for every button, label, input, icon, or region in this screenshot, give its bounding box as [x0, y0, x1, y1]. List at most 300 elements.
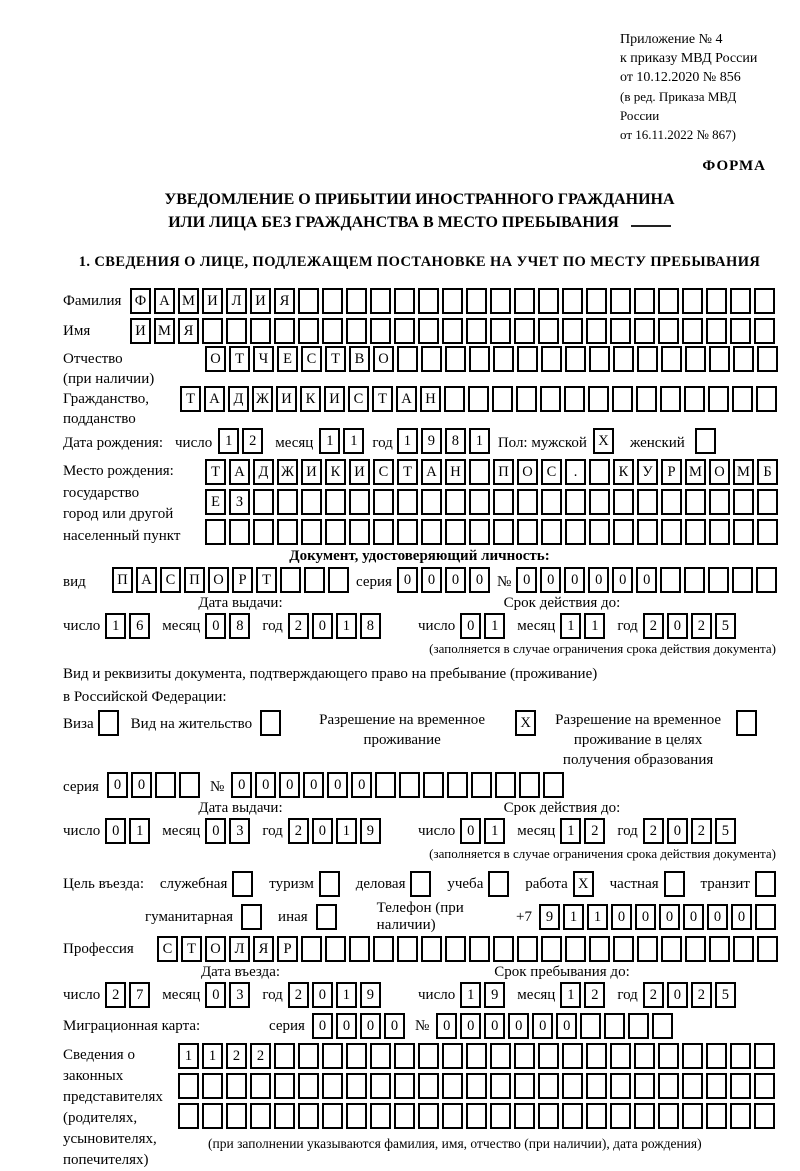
char-cell[interactable] — [397, 519, 418, 545]
char-cell[interactable]: В — [349, 346, 370, 372]
char-cell[interactable] — [492, 386, 513, 412]
char-cell[interactable] — [469, 459, 490, 485]
char-cell[interactable]: М — [733, 459, 754, 485]
char-cell[interactable]: 0 — [205, 982, 226, 1008]
char-cell[interactable]: 9 — [360, 982, 381, 1008]
char-cell[interactable]: 0 — [107, 772, 128, 798]
char-cell[interactable] — [322, 1073, 343, 1099]
char-cell[interactable] — [178, 1103, 199, 1129]
char-cell[interactable] — [589, 459, 610, 485]
char-cell[interactable] — [375, 772, 396, 798]
char-cell[interactable] — [253, 519, 274, 545]
char-cell[interactable]: 0 — [683, 904, 704, 930]
char-cell[interactable] — [685, 346, 706, 372]
char-cell[interactable]: Н — [445, 459, 466, 485]
char-cell[interactable] — [706, 1073, 727, 1099]
char-cell[interactable]: 2 — [226, 1043, 247, 1069]
char-cell[interactable]: 1 — [460, 982, 481, 1008]
char-cell[interactable] — [322, 1103, 343, 1129]
char-cell[interactable]: 0 — [667, 818, 688, 844]
char-cell[interactable]: 1 — [397, 428, 418, 454]
char-cell[interactable] — [519, 772, 540, 798]
char-cell[interactable] — [253, 489, 274, 515]
char-cell[interactable] — [274, 318, 295, 344]
char-cell[interactable] — [469, 346, 490, 372]
char-cell[interactable] — [349, 519, 370, 545]
char-cell[interactable] — [517, 489, 538, 515]
char-cell[interactable]: Т — [229, 346, 250, 372]
char-cell[interactable]: 0 — [508, 1013, 529, 1039]
char-cell[interactable] — [514, 1043, 535, 1069]
char-cell[interactable] — [226, 318, 247, 344]
char-cell[interactable] — [250, 1103, 271, 1129]
char-cell[interactable]: 0 — [667, 982, 688, 1008]
char-cell[interactable] — [684, 386, 705, 412]
char-cell[interactable] — [298, 1073, 319, 1099]
char-cell[interactable] — [229, 519, 250, 545]
char-cell[interactable] — [514, 1103, 535, 1129]
char-cell[interactable]: Д — [253, 459, 274, 485]
char-cell[interactable]: Я — [253, 936, 274, 962]
char-cell[interactable] — [562, 288, 583, 314]
char-cell[interactable]: 0 — [460, 613, 481, 639]
char-cell[interactable]: К — [325, 459, 346, 485]
char-cell[interactable] — [730, 1103, 751, 1129]
char-cell[interactable]: З — [229, 489, 250, 515]
char-cell[interactable] — [325, 489, 346, 515]
char-cell[interactable]: 8 — [445, 428, 466, 454]
char-cell[interactable]: 0 — [635, 904, 656, 930]
char-cell[interactable]: 2 — [691, 982, 712, 1008]
char-cell[interactable] — [226, 1073, 247, 1099]
char-cell[interactable]: М — [685, 459, 706, 485]
char-cell[interactable]: 0 — [484, 1013, 505, 1039]
char-cell[interactable]: Т — [372, 386, 393, 412]
char-cell[interactable] — [695, 428, 716, 454]
char-cell[interactable] — [610, 1103, 631, 1129]
char-cell[interactable]: 2 — [643, 982, 664, 1008]
char-cell[interactable] — [610, 1073, 631, 1099]
char-cell[interactable] — [517, 936, 538, 962]
char-cell[interactable]: Ж — [277, 459, 298, 485]
char-cell[interactable]: Т — [180, 386, 201, 412]
char-cell[interactable] — [346, 318, 367, 344]
char-cell[interactable]: М — [178, 288, 199, 314]
char-cell[interactable] — [634, 1103, 655, 1129]
char-cell[interactable] — [538, 1103, 559, 1129]
char-cell[interactable] — [562, 1073, 583, 1099]
char-cell[interactable] — [538, 288, 559, 314]
char-cell[interactable] — [226, 1103, 247, 1129]
char-cell[interactable]: 0 — [460, 1013, 481, 1039]
char-cell[interactable]: С — [348, 386, 369, 412]
char-cell[interactable] — [394, 288, 415, 314]
char-cell[interactable] — [421, 936, 442, 962]
char-cell[interactable] — [298, 1103, 319, 1129]
char-cell[interactable]: Т — [325, 346, 346, 372]
char-cell[interactable]: 8 — [229, 613, 250, 639]
char-cell[interactable]: 0 — [731, 904, 752, 930]
char-cell[interactable] — [658, 1073, 679, 1099]
char-cell[interactable]: 0 — [611, 904, 632, 930]
char-cell[interactable]: 0 — [397, 567, 418, 593]
char-cell[interactable]: И — [130, 318, 151, 344]
char-cell[interactable] — [397, 489, 418, 515]
char-cell[interactable] — [652, 1013, 673, 1039]
char-cell[interactable] — [682, 1043, 703, 1069]
char-cell[interactable] — [277, 519, 298, 545]
char-cell[interactable]: 1 — [178, 1043, 199, 1069]
char-cell[interactable]: 0 — [667, 613, 688, 639]
char-cell[interactable] — [370, 1103, 391, 1129]
char-cell[interactable]: К — [300, 386, 321, 412]
char-cell[interactable]: . — [565, 459, 586, 485]
char-cell[interactable] — [322, 1043, 343, 1069]
char-cell[interactable] — [708, 386, 729, 412]
char-cell[interactable] — [421, 346, 442, 372]
char-cell[interactable] — [589, 489, 610, 515]
char-cell[interactable]: 0 — [303, 772, 324, 798]
char-cell[interactable]: 0 — [707, 904, 728, 930]
char-cell[interactable]: П — [112, 567, 133, 593]
char-cell[interactable] — [399, 772, 420, 798]
char-cell[interactable]: Д — [228, 386, 249, 412]
char-cell[interactable] — [538, 1043, 559, 1069]
char-cell[interactable] — [394, 1103, 415, 1129]
char-cell[interactable]: Б — [757, 459, 778, 485]
char-cell[interactable] — [685, 936, 706, 962]
char-cell[interactable]: А — [421, 459, 442, 485]
char-cell[interactable] — [471, 772, 492, 798]
char-cell[interactable]: Ч — [253, 346, 274, 372]
char-cell[interactable] — [517, 519, 538, 545]
char-cell[interactable] — [562, 1103, 583, 1129]
char-cell[interactable] — [493, 936, 514, 962]
char-cell[interactable] — [757, 519, 778, 545]
char-cell[interactable] — [589, 519, 610, 545]
char-cell[interactable] — [564, 386, 585, 412]
char-cell[interactable] — [613, 489, 634, 515]
char-cell[interactable] — [304, 567, 325, 593]
char-cell[interactable]: 2 — [584, 818, 605, 844]
char-cell[interactable]: X — [515, 710, 536, 736]
char-cell[interactable] — [562, 1043, 583, 1069]
char-cell[interactable] — [280, 567, 301, 593]
char-cell[interactable]: К — [613, 459, 634, 485]
char-cell[interactable] — [541, 346, 562, 372]
char-cell[interactable]: 9 — [421, 428, 442, 454]
char-cell[interactable] — [685, 489, 706, 515]
char-cell[interactable] — [538, 1073, 559, 1099]
char-cell[interactable]: 1 — [319, 428, 340, 454]
char-cell[interactable] — [493, 519, 514, 545]
char-cell[interactable] — [613, 346, 634, 372]
char-cell[interactable]: 0 — [421, 567, 442, 593]
char-cell[interactable] — [490, 318, 511, 344]
char-cell[interactable] — [613, 519, 634, 545]
char-cell[interactable]: Н — [420, 386, 441, 412]
char-cell[interactable] — [755, 871, 776, 897]
char-cell[interactable] — [756, 386, 777, 412]
char-cell[interactable] — [634, 318, 655, 344]
char-cell[interactable] — [732, 386, 753, 412]
char-cell[interactable] — [469, 489, 490, 515]
char-cell[interactable] — [447, 772, 468, 798]
char-cell[interactable] — [543, 772, 564, 798]
char-cell[interactable] — [442, 318, 463, 344]
char-cell[interactable]: 0 — [636, 567, 657, 593]
char-cell[interactable] — [586, 318, 607, 344]
char-cell[interactable]: 2 — [288, 613, 309, 639]
char-cell[interactable] — [565, 519, 586, 545]
char-cell[interactable] — [418, 288, 439, 314]
char-cell[interactable] — [205, 519, 226, 545]
char-cell[interactable] — [466, 318, 487, 344]
char-cell[interactable] — [757, 346, 778, 372]
char-cell[interactable]: А — [136, 567, 157, 593]
char-cell[interactable] — [637, 346, 658, 372]
char-cell[interactable] — [661, 489, 682, 515]
char-cell[interactable]: 1 — [587, 904, 608, 930]
char-cell[interactable]: 0 — [131, 772, 152, 798]
char-cell[interactable]: 0 — [255, 772, 276, 798]
char-cell[interactable]: И — [202, 288, 223, 314]
char-cell[interactable] — [754, 288, 775, 314]
char-cell[interactable] — [589, 346, 610, 372]
char-cell[interactable] — [445, 519, 466, 545]
char-cell[interactable] — [328, 567, 349, 593]
char-cell[interactable]: О — [373, 346, 394, 372]
char-cell[interactable]: 5 — [715, 818, 736, 844]
char-cell[interactable] — [514, 288, 535, 314]
char-cell[interactable] — [495, 772, 516, 798]
char-cell[interactable]: 1 — [129, 818, 150, 844]
char-cell[interactable] — [418, 1073, 439, 1099]
char-cell[interactable] — [316, 904, 337, 930]
char-cell[interactable] — [733, 489, 754, 515]
char-cell[interactable]: 1 — [563, 904, 584, 930]
char-cell[interactable] — [658, 288, 679, 314]
char-cell[interactable] — [418, 318, 439, 344]
char-cell[interactable] — [636, 386, 657, 412]
char-cell[interactable] — [410, 871, 431, 897]
char-cell[interactable] — [490, 1073, 511, 1099]
char-cell[interactable] — [516, 386, 537, 412]
char-cell[interactable]: 1 — [584, 613, 605, 639]
char-cell[interactable] — [445, 489, 466, 515]
char-cell[interactable] — [637, 519, 658, 545]
char-cell[interactable]: 0 — [659, 904, 680, 930]
char-cell[interactable] — [706, 1043, 727, 1069]
char-cell[interactable] — [709, 519, 730, 545]
char-cell[interactable]: 2 — [105, 982, 126, 1008]
char-cell[interactable] — [708, 567, 729, 593]
char-cell[interactable]: О — [208, 567, 229, 593]
char-cell[interactable] — [346, 1043, 367, 1069]
char-cell[interactable] — [466, 288, 487, 314]
char-cell[interactable] — [442, 1073, 463, 1099]
char-cell[interactable]: 9 — [360, 818, 381, 844]
char-cell[interactable]: 6 — [129, 613, 150, 639]
char-cell[interactable] — [397, 936, 418, 962]
char-cell[interactable] — [565, 346, 586, 372]
char-cell[interactable] — [325, 519, 346, 545]
char-cell[interactable]: 1 — [484, 613, 505, 639]
char-cell[interactable] — [628, 1013, 649, 1039]
char-cell[interactable]: 1 — [336, 613, 357, 639]
char-cell[interactable] — [301, 936, 322, 962]
char-cell[interactable]: О — [709, 459, 730, 485]
char-cell[interactable]: Р — [232, 567, 253, 593]
char-cell[interactable] — [733, 346, 754, 372]
char-cell[interactable]: 0 — [540, 567, 561, 593]
char-cell[interactable] — [709, 489, 730, 515]
char-cell[interactable]: 9 — [539, 904, 560, 930]
char-cell[interactable] — [298, 288, 319, 314]
char-cell[interactable]: 0 — [205, 613, 226, 639]
char-cell[interactable]: О — [517, 459, 538, 485]
char-cell[interactable] — [394, 1073, 415, 1099]
char-cell[interactable] — [514, 318, 535, 344]
char-cell[interactable] — [418, 1103, 439, 1129]
char-cell[interactable] — [444, 386, 465, 412]
char-cell[interactable]: П — [493, 459, 514, 485]
char-cell[interactable]: О — [205, 346, 226, 372]
char-cell[interactable]: Т — [397, 459, 418, 485]
char-cell[interactable] — [755, 904, 776, 930]
char-cell[interactable]: 2 — [242, 428, 263, 454]
char-cell[interactable] — [660, 386, 681, 412]
char-cell[interactable]: 0 — [312, 613, 333, 639]
char-cell[interactable] — [232, 871, 253, 897]
char-cell[interactable] — [370, 1043, 391, 1069]
char-cell[interactable] — [634, 288, 655, 314]
char-cell[interactable] — [586, 1043, 607, 1069]
char-cell[interactable]: 0 — [436, 1013, 457, 1039]
char-cell[interactable]: 0 — [532, 1013, 553, 1039]
char-cell[interactable] — [565, 489, 586, 515]
char-cell[interactable] — [202, 1073, 223, 1099]
char-cell[interactable] — [604, 1013, 625, 1039]
char-cell[interactable]: 0 — [279, 772, 300, 798]
char-cell[interactable]: 2 — [691, 818, 712, 844]
char-cell[interactable] — [684, 567, 705, 593]
char-cell[interactable]: 2 — [288, 982, 309, 1008]
char-cell[interactable] — [418, 1043, 439, 1069]
char-cell[interactable]: Ж — [252, 386, 273, 412]
char-cell[interactable] — [730, 1073, 751, 1099]
char-cell[interactable]: С — [373, 459, 394, 485]
char-cell[interactable] — [349, 936, 370, 962]
char-cell[interactable]: 0 — [460, 818, 481, 844]
char-cell[interactable] — [178, 1073, 199, 1099]
char-cell[interactable] — [346, 288, 367, 314]
char-cell[interactable] — [325, 936, 346, 962]
char-cell[interactable]: Л — [229, 936, 250, 962]
char-cell[interactable] — [442, 1043, 463, 1069]
char-cell[interactable] — [612, 386, 633, 412]
char-cell[interactable]: X — [573, 871, 594, 897]
char-cell[interactable] — [370, 318, 391, 344]
char-cell[interactable] — [580, 1013, 601, 1039]
char-cell[interactable] — [588, 386, 609, 412]
char-cell[interactable]: 0 — [231, 772, 252, 798]
char-cell[interactable]: X — [593, 428, 614, 454]
char-cell[interactable]: 7 — [129, 982, 150, 1008]
char-cell[interactable]: 0 — [312, 818, 333, 844]
char-cell[interactable] — [658, 318, 679, 344]
char-cell[interactable] — [421, 519, 442, 545]
char-cell[interactable] — [301, 489, 322, 515]
char-cell[interactable] — [754, 1043, 775, 1069]
char-cell[interactable] — [241, 904, 262, 930]
char-cell[interactable]: 1 — [343, 428, 364, 454]
char-cell[interactable]: 1 — [336, 982, 357, 1008]
char-cell[interactable] — [298, 318, 319, 344]
char-cell[interactable]: 3 — [229, 982, 250, 1008]
char-cell[interactable]: 0 — [516, 567, 537, 593]
char-cell[interactable] — [541, 519, 562, 545]
char-cell[interactable]: 0 — [384, 1013, 405, 1039]
char-cell[interactable] — [490, 1103, 511, 1129]
char-cell[interactable] — [250, 318, 271, 344]
char-cell[interactable]: Т — [256, 567, 277, 593]
char-cell[interactable]: 0 — [612, 567, 633, 593]
char-cell[interactable] — [466, 1103, 487, 1129]
char-cell[interactable]: М — [154, 318, 175, 344]
char-cell[interactable]: 0 — [556, 1013, 577, 1039]
char-cell[interactable]: Т — [181, 936, 202, 962]
char-cell[interactable]: С — [301, 346, 322, 372]
char-cell[interactable]: И — [324, 386, 345, 412]
char-cell[interactable] — [322, 288, 343, 314]
char-cell[interactable] — [298, 1043, 319, 1069]
char-cell[interactable] — [301, 519, 322, 545]
char-cell[interactable]: 9 — [484, 982, 505, 1008]
char-cell[interactable] — [442, 288, 463, 314]
char-cell[interactable]: 1 — [218, 428, 239, 454]
char-cell[interactable]: 0 — [312, 982, 333, 1008]
char-cell[interactable]: 0 — [445, 567, 466, 593]
char-cell[interactable] — [202, 1103, 223, 1129]
char-cell[interactable]: И — [250, 288, 271, 314]
char-cell[interactable] — [562, 318, 583, 344]
char-cell[interactable]: С — [157, 936, 178, 962]
char-cell[interactable] — [685, 519, 706, 545]
char-cell[interactable] — [732, 567, 753, 593]
char-cell[interactable] — [394, 1043, 415, 1069]
char-cell[interactable] — [754, 318, 775, 344]
char-cell[interactable]: Т — [205, 459, 226, 485]
char-cell[interactable]: 2 — [250, 1043, 271, 1069]
char-cell[interactable] — [586, 1073, 607, 1099]
char-cell[interactable] — [658, 1043, 679, 1069]
char-cell[interactable] — [202, 318, 223, 344]
char-cell[interactable] — [610, 288, 631, 314]
char-cell[interactable] — [274, 1103, 295, 1129]
char-cell[interactable] — [586, 1103, 607, 1129]
char-cell[interactable]: 1 — [336, 818, 357, 844]
char-cell[interactable] — [706, 1103, 727, 1129]
char-cell[interactable]: 2 — [584, 982, 605, 1008]
char-cell[interactable] — [706, 318, 727, 344]
char-cell[interactable]: И — [349, 459, 370, 485]
char-cell[interactable]: И — [276, 386, 297, 412]
char-cell[interactable] — [634, 1043, 655, 1069]
char-cell[interactable]: 1 — [560, 613, 581, 639]
char-cell[interactable] — [664, 871, 685, 897]
char-cell[interactable]: 3 — [229, 818, 250, 844]
